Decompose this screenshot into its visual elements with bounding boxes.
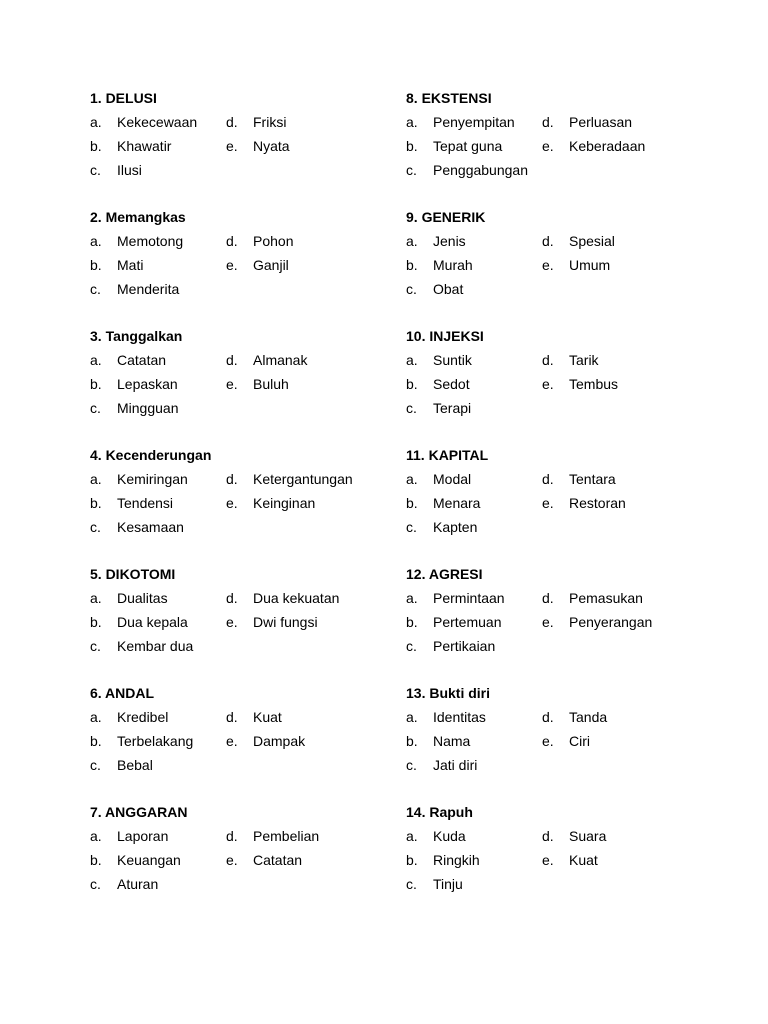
option-e[interactable] <box>226 850 302 870</box>
option-text: Penyempitan <box>433 114 515 130</box>
option-row <box>90 612 410 636</box>
option-letter: c. <box>406 162 417 178</box>
option-e[interactable] <box>226 493 315 513</box>
option-b[interactable] <box>90 731 193 751</box>
option-row <box>90 755 410 779</box>
option-letter: d. <box>542 233 554 249</box>
question-title: 12. AGRESI <box>406 566 483 582</box>
option-letter: e. <box>226 733 238 749</box>
option-letter: c. <box>90 638 101 654</box>
option-a[interactable] <box>406 350 472 370</box>
question-block <box>90 88 410 207</box>
option-letter: a. <box>90 590 102 606</box>
option-text: Penggabungan <box>433 162 528 178</box>
option-text: Jenis <box>433 233 466 249</box>
option-row <box>90 279 410 303</box>
option-text: Identitas <box>433 709 486 725</box>
option-e[interactable] <box>226 731 305 751</box>
option-text: Menderita <box>117 281 180 297</box>
option-row <box>90 731 410 755</box>
option-text: Kuda <box>433 828 466 844</box>
option-letter: c. <box>90 281 101 297</box>
option-b[interactable] <box>90 612 188 632</box>
option-letter: b. <box>406 614 418 630</box>
option-d[interactable] <box>226 112 286 132</box>
option-letter: e. <box>542 614 554 630</box>
option-letter: a. <box>406 114 418 130</box>
option-b[interactable] <box>406 136 502 156</box>
option-row <box>90 398 410 422</box>
option-row <box>90 826 410 850</box>
option-letter: e. <box>226 376 238 392</box>
option-row <box>406 255 726 279</box>
option-letter: b. <box>406 852 418 868</box>
option-c[interactable] <box>406 398 471 418</box>
option-letter: b. <box>90 495 102 511</box>
option-e[interactable] <box>226 136 290 156</box>
option-d[interactable] <box>226 826 319 846</box>
option-letter: e. <box>542 376 554 392</box>
option-d[interactable] <box>226 469 353 489</box>
option-text: Friksi <box>253 114 287 130</box>
option-text: Tembus <box>569 376 619 392</box>
option-c[interactable] <box>406 279 463 299</box>
option-letter: c. <box>406 281 417 297</box>
question-block <box>90 445 410 564</box>
option-c[interactable] <box>90 636 193 656</box>
question-block <box>406 802 726 921</box>
option-text: Dualitas <box>117 590 168 606</box>
option-text: Dua kepala <box>117 614 188 630</box>
option-letter: d. <box>542 709 554 725</box>
option-a[interactable] <box>406 707 486 727</box>
left-column <box>90 88 410 921</box>
option-letter: e. <box>226 257 238 273</box>
option-row <box>406 350 726 374</box>
option-text: Pembelian <box>253 828 320 844</box>
option-text: Tinju <box>433 876 463 892</box>
option-d[interactable] <box>226 231 293 251</box>
option-d[interactable] <box>226 707 282 727</box>
option-letter: e. <box>542 138 554 154</box>
option-row <box>90 588 410 612</box>
option-e[interactable] <box>226 255 289 275</box>
option-row <box>406 612 726 636</box>
option-text: Tarik <box>569 352 599 368</box>
option-letter: d. <box>542 471 554 487</box>
question-block <box>406 88 726 207</box>
option-d[interactable] <box>542 112 632 132</box>
option-letter: a. <box>90 709 102 725</box>
option-letter: d. <box>542 828 554 844</box>
option-row <box>406 469 726 493</box>
option-text: Khawatir <box>117 138 172 154</box>
option-c[interactable] <box>406 636 495 656</box>
option-text: Tanda <box>569 709 608 725</box>
option-a[interactable] <box>406 112 515 132</box>
option-letter: a. <box>90 471 102 487</box>
option-text: Keuangan <box>117 852 181 868</box>
option-text: Kemiringan <box>117 471 188 487</box>
option-text: Ketergantungan <box>253 471 353 487</box>
option-text: Terapi <box>433 400 472 416</box>
option-row <box>90 469 410 493</box>
option-d[interactable] <box>542 826 606 846</box>
option-row <box>406 731 726 755</box>
option-text: Kuat <box>569 852 598 868</box>
option-letter: b. <box>90 614 102 630</box>
option-text: Pemasukan <box>569 590 643 606</box>
option-d[interactable] <box>542 350 599 370</box>
option-letter: b. <box>90 733 102 749</box>
option-row <box>406 112 726 136</box>
option-row <box>406 588 726 612</box>
question-title: 14. Rapuh <box>406 804 473 820</box>
option-c[interactable] <box>90 160 142 180</box>
option-b[interactable] <box>90 136 171 156</box>
option-letter: d. <box>542 352 554 368</box>
option-a[interactable] <box>406 469 471 489</box>
option-letter: a. <box>90 233 102 249</box>
option-c[interactable] <box>406 755 477 775</box>
option-letter: a. <box>406 352 418 368</box>
option-letter: e. <box>542 495 554 511</box>
option-text: Ilusi <box>117 162 142 178</box>
option-text: Kembar dua <box>117 638 194 654</box>
option-text: Suara <box>569 828 607 844</box>
option-letter: b. <box>90 138 102 154</box>
option-row <box>90 350 410 374</box>
option-row <box>90 517 410 541</box>
option-letter: a. <box>90 114 102 130</box>
option-row <box>90 255 410 279</box>
option-text: Kapten <box>433 519 478 535</box>
question-block <box>406 683 726 802</box>
option-text: Lepaskan <box>117 376 178 392</box>
option-letter: e. <box>542 733 554 749</box>
option-letter: a. <box>406 471 418 487</box>
option-text: Murah <box>433 257 473 273</box>
option-letter: a. <box>406 590 418 606</box>
option-row <box>406 707 726 731</box>
option-b[interactable] <box>406 850 480 870</box>
option-a[interactable] <box>406 826 466 846</box>
option-row <box>406 636 726 660</box>
option-text: Keinginan <box>253 495 316 511</box>
question-block <box>90 207 410 326</box>
option-row <box>406 826 726 850</box>
option-text: Kesamaan <box>117 519 184 535</box>
option-b[interactable] <box>406 493 480 513</box>
option-a[interactable] <box>90 826 168 846</box>
question-block <box>90 802 410 921</box>
option-letter: c. <box>90 876 101 892</box>
question-block <box>406 564 726 683</box>
option-d[interactable] <box>226 350 307 370</box>
option-row <box>406 136 726 160</box>
option-text: Buluh <box>253 376 289 392</box>
option-a[interactable] <box>90 112 197 132</box>
option-letter: c. <box>406 400 417 416</box>
option-letter: e. <box>226 138 238 154</box>
option-text: Kredibel <box>117 709 169 725</box>
option-c[interactable] <box>90 755 153 775</box>
option-letter: b. <box>406 733 418 749</box>
option-text: Catatan <box>117 352 167 368</box>
option-text: Jati diri <box>433 757 478 773</box>
option-row <box>406 874 726 898</box>
option-row <box>406 279 726 303</box>
question-title: 3. Tanggalkan <box>90 328 183 344</box>
option-a[interactable] <box>90 707 168 727</box>
option-text: Kuat <box>253 709 282 725</box>
option-text: Mingguan <box>117 400 179 416</box>
option-b[interactable] <box>90 850 181 870</box>
option-row <box>90 493 410 517</box>
option-row <box>90 231 410 255</box>
question-block <box>90 564 410 683</box>
option-text: Bebal <box>117 757 153 773</box>
option-c[interactable] <box>90 517 184 537</box>
option-text: Keberadaan <box>569 138 646 154</box>
option-letter: d. <box>226 709 238 725</box>
right-column <box>406 88 726 921</box>
option-row <box>406 398 726 422</box>
option-text: Menara <box>433 495 481 511</box>
option-a[interactable] <box>90 588 168 608</box>
option-row <box>90 160 410 184</box>
option-b[interactable] <box>90 374 178 394</box>
option-row <box>90 707 410 731</box>
option-text: Tentara <box>569 471 616 487</box>
option-letter: b. <box>406 138 418 154</box>
option-text: Nama <box>433 733 471 749</box>
question-block <box>90 683 410 802</box>
option-c[interactable] <box>406 160 528 180</box>
option-letter: b. <box>406 376 418 392</box>
question-title: 6. ANDAL <box>90 685 155 701</box>
option-text: Memotong <box>117 233 184 249</box>
question-title: 7. ANGGARAN <box>90 804 188 820</box>
option-text: Laporan <box>117 828 169 844</box>
option-row <box>406 374 726 398</box>
option-e[interactable] <box>226 612 318 632</box>
option-letter: d. <box>226 828 238 844</box>
option-text: Dua kekuatan <box>253 590 340 606</box>
option-text: Perluasan <box>569 114 633 130</box>
option-row <box>406 517 726 541</box>
option-text: Spesial <box>569 233 615 249</box>
option-e[interactable] <box>226 374 289 394</box>
option-e[interactable] <box>542 255 610 275</box>
option-e[interactable] <box>542 850 598 870</box>
question-title: 11. KAPITAL <box>406 447 489 463</box>
option-text: Tendensi <box>117 495 174 511</box>
option-letter: a. <box>406 828 418 844</box>
question-block <box>406 445 726 564</box>
option-c[interactable] <box>90 874 158 894</box>
question-title: 13. Bukti diri <box>406 685 491 701</box>
option-letter: e. <box>542 852 554 868</box>
option-a[interactable] <box>90 350 166 370</box>
option-letter: d. <box>226 233 238 249</box>
question-title: 8. EKSTENSI <box>406 90 492 106</box>
option-letter: e. <box>226 495 238 511</box>
option-text: Kekecewaan <box>117 114 198 130</box>
option-text: Ganjil <box>253 257 289 273</box>
option-row <box>90 636 410 660</box>
option-row <box>406 755 726 779</box>
option-letter: b. <box>90 376 102 392</box>
option-b[interactable] <box>406 255 473 275</box>
question-title: 10. INJEKSI <box>406 328 484 344</box>
option-text: Terbelakang <box>117 733 194 749</box>
option-text: Aturan <box>117 876 159 892</box>
option-letter: b. <box>90 257 102 273</box>
option-text: Dwi fungsi <box>253 614 318 630</box>
option-a[interactable] <box>90 231 183 251</box>
option-d[interactable] <box>226 588 339 608</box>
question-title: 2. Memangkas <box>90 209 186 225</box>
option-letter: c. <box>90 162 101 178</box>
option-c[interactable] <box>90 279 179 299</box>
option-d[interactable] <box>542 469 616 489</box>
option-text: Penyerangan <box>569 614 653 630</box>
option-letter: b. <box>406 257 418 273</box>
question-title: 4. Kecenderungan <box>90 447 212 463</box>
option-letter: a. <box>90 352 102 368</box>
option-a[interactable] <box>90 469 188 489</box>
option-d[interactable] <box>542 231 615 251</box>
option-c[interactable] <box>406 517 477 537</box>
option-a[interactable] <box>406 588 505 608</box>
option-text: Catatan <box>253 852 303 868</box>
option-text: Sedot <box>433 376 470 392</box>
option-e[interactable] <box>542 136 645 156</box>
option-text: Tepat guna <box>433 138 503 154</box>
option-row <box>90 374 410 398</box>
option-letter: a. <box>406 709 418 725</box>
option-text: Almanak <box>253 352 308 368</box>
option-b[interactable] <box>90 255 143 275</box>
option-row <box>406 850 726 874</box>
option-e[interactable] <box>542 612 652 632</box>
option-d[interactable] <box>542 707 607 727</box>
option-letter: c. <box>90 400 101 416</box>
option-d[interactable] <box>542 588 643 608</box>
option-e[interactable] <box>542 493 626 513</box>
option-letter: d. <box>226 471 238 487</box>
option-text: Ciri <box>569 733 590 749</box>
question-block <box>406 207 726 326</box>
option-letter: d. <box>226 114 238 130</box>
option-letter: c. <box>406 757 417 773</box>
option-row <box>90 874 410 898</box>
option-b[interactable] <box>406 612 501 632</box>
option-text: Restoran <box>569 495 626 511</box>
option-text: Permintaan <box>433 590 505 606</box>
question-block <box>90 326 410 445</box>
option-letter: d. <box>542 590 554 606</box>
option-e[interactable] <box>542 374 618 394</box>
option-letter: c. <box>406 638 417 654</box>
option-text: Pertemuan <box>433 614 502 630</box>
option-letter: a. <box>406 233 418 249</box>
option-b[interactable] <box>406 731 470 751</box>
option-text: Pohon <box>253 233 294 249</box>
option-letter: c. <box>406 519 417 535</box>
option-row <box>90 850 410 874</box>
option-letter: a. <box>90 828 102 844</box>
option-letter: e. <box>226 614 238 630</box>
option-letter: d. <box>542 114 554 130</box>
question-title: 1. DELUSI <box>90 90 157 106</box>
option-text: Modal <box>433 471 472 487</box>
option-letter: d. <box>226 590 238 606</box>
option-b[interactable] <box>406 374 470 394</box>
option-c[interactable] <box>406 874 463 894</box>
option-row <box>406 231 726 255</box>
option-c[interactable] <box>90 398 179 418</box>
option-text: Suntik <box>433 352 472 368</box>
option-e[interactable] <box>542 731 590 751</box>
option-text: Ringkih <box>433 852 480 868</box>
option-row <box>90 112 410 136</box>
option-text: Mati <box>117 257 144 273</box>
option-letter: b. <box>90 852 102 868</box>
option-letter: b. <box>406 495 418 511</box>
question-title: 5. DIKOTOMI <box>90 566 176 582</box>
question-title: 9. GENERIK <box>406 209 486 225</box>
option-letter: c. <box>90 519 101 535</box>
option-letter: c. <box>406 876 417 892</box>
option-letter: e. <box>226 852 238 868</box>
option-letter: e. <box>542 257 554 273</box>
option-row <box>90 136 410 160</box>
option-a[interactable] <box>406 231 466 251</box>
option-text: Umum <box>569 257 611 273</box>
option-text: Pertikaian <box>433 638 496 654</box>
option-text: Nyata <box>253 138 290 154</box>
option-text: Obat <box>433 281 464 297</box>
option-row <box>406 493 726 517</box>
question-block <box>406 326 726 445</box>
option-letter: d. <box>226 352 238 368</box>
option-letter: c. <box>90 757 101 773</box>
option-text: Dampak <box>253 733 306 749</box>
option-b[interactable] <box>90 493 173 513</box>
option-row <box>406 160 726 184</box>
